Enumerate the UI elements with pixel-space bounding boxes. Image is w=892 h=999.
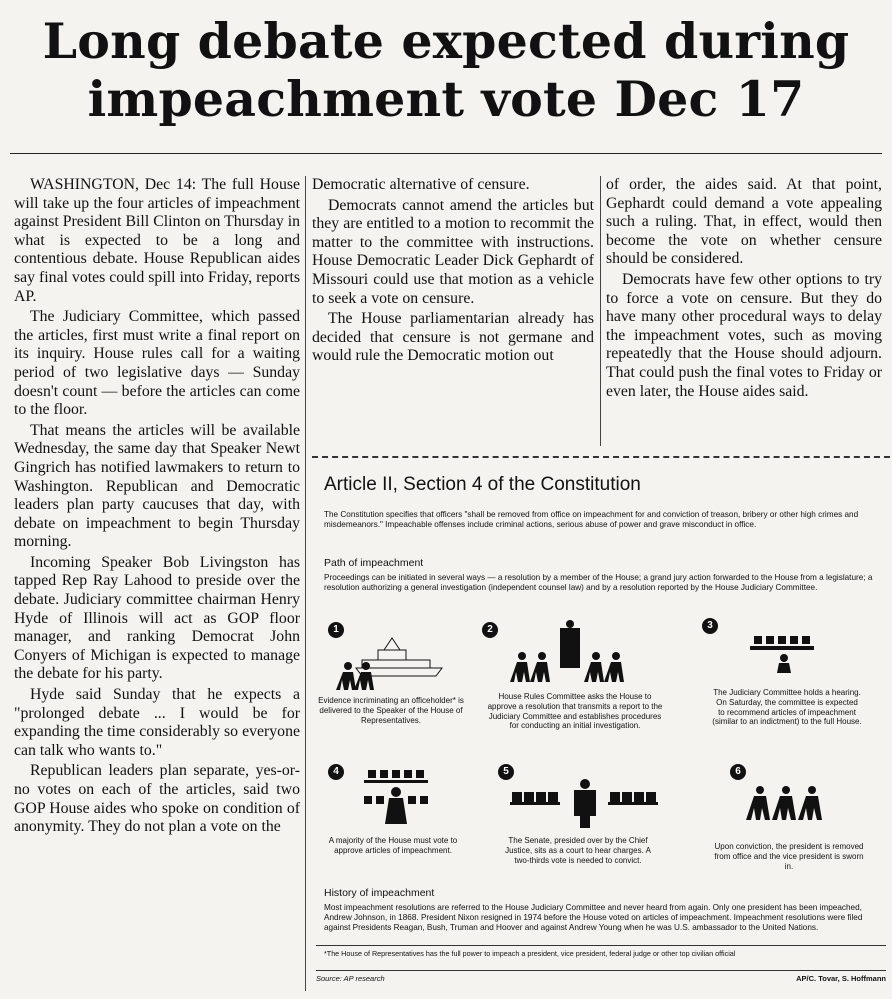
source: Source: AP research [316,974,385,983]
step-caption: The Senate, presided over by the Chief Justice, sits as a court to hear charges. A two-thirds vote is needed to convict. [505,836,651,865]
step-caption: Upon conviction, the president is removed from office and the vice president is sworn in. [714,842,864,871]
paragraph: Democrats cannot amend the articles but they are entitled to a motion to recommit the matter to the committee with instructions. House Democratic Leader Dick Gephardt of Missouri could use that motion as a vehicle to seek a vote on censure. [312,196,594,307]
step-caption: House Rules Committee asks the House to approve a resolution that transmits a report to the Judiciary Committee and establishes procedures for conducting an initial investigation. [487,692,663,731]
paragraph: Republican leaders plan separate, yes-or-no votes on each of the articles, said two GOP House aides who spoke on condition of anonymity. They do not plan a vote on the [14,762,300,836]
judiciary-committee-icon [750,630,830,680]
article-column-2 [312,176,594,368]
step-caption: Evidence incriminating an officeholder* is delivered to the Speaker of the House of Representatives. [318,696,464,725]
headline-line-1: Long debate expected during [42,12,850,70]
paragraph: of order, the aides said. At that point, Gephardt could demand a vote appealing such a ruling. That, in effect, would then become the vote on whether censure should be considered. [606,176,882,268]
step-number: 6 [730,764,746,780]
step-number: 2 [482,622,498,638]
step-number: 4 [328,764,344,780]
paragraph: The Judiciary Committee, which passed the articles, first must write a final report on its inquiry. House rules call for a waiting period of two legislative days — Sunday doesn't count — before the articles can come to the floor. [14,308,300,419]
paragraph: Democrats have few other options to try to force a vote on censure. But they do have many other procedural ways to delay the impeachment votes, such as moving repeatedly that the House should adjourn. That could push the final votes to Friday or even later, the House aides said. [606,270,882,400]
house-vote-icon [362,766,442,830]
step-caption: A majority of the House must vote to approve articles of impeachment. [328,836,458,855]
footnote-rule [316,945,886,946]
paragraph: Hyde said Sunday that he expects a "prolonged debate ... I would be for expanding the time considerably so everyone can talk who wants to." [14,686,300,759]
step-number: 5 [498,764,514,780]
senate-trial-icon [510,776,660,830]
paragraph: Incoming Speaker Bob Livingston has tapped Rep Ray Lahood to preside over the debate. Judiciary committee chairman Henry Hyde of Illinois will act as GOP floor manager, and ranking Democrat John Conyers of Michigan is expected to manage the debate for his party. [14,553,300,683]
credit: AP/C. Tovar, S. Hoffmann [796,974,886,983]
paragraph: The House parliamentarian already has decided that censure is not germane and would rule the Democratic motion out [312,310,594,365]
article-column-3 [606,176,882,403]
source-rule [316,970,886,971]
column-rule [600,176,601,446]
step-caption: The Judiciary Committee holds a hearing. On Saturday, the committee is expected to recommend articles of impeachment (similar to an indictment) to the full House. [712,688,862,727]
sworn-in-icon [750,786,830,826]
graphic-intro: The Constitution specifies that officers "shall be removed from office on impeachment for and conviction of treason, bribery or other high crimes and misdemeanors." Impeachable offenses include criminal actions, serious abuse of power and grave misconduct in office. [324,510,859,529]
footnote: *The House of Representatives has the full power to impeach a president, vice president, federal judge or other top civilian official [324,949,736,958]
path-intro: Proceedings can be initiated in several ways — a resolution by a member of the House; a grand jury action forwarded to the House from a legislature; a resolution authorizing a general investigation (independent counsel law) and by a resolution reported by the House Judiciary Committee. [324,573,873,592]
paragraph: That means the articles will be available Wednesday, the same day that Speaker Newt Gingrich has notified lawmakers to return to Washington. Republican and Democratic leaders plan party caucuses that day, with debate on impeachment to begin Thursday morning. [14,421,300,551]
impeachment-graphic [312,456,890,995]
step-number: 3 [702,618,718,634]
step-number: 1 [328,622,344,638]
headline-rule [10,153,882,154]
path-heading: Path of impeachment [324,557,424,569]
headline-line-2: impeachment vote Dec 17 [87,70,805,128]
paragraph: WASHINGTON, Dec 14: The full House will take up the four articles of impeachment against President Bill Clinton on Thursday in what is expected to be a long and contentious debate. House Republican aides say final votes could spill into Friday, reports AP. [14,176,300,305]
headline [0,12,892,128]
paragraph: Democratic alternative of censure. [312,176,530,193]
history-heading: History of impeachment [324,887,435,899]
history-text: Most impeachment resolutions are referred to the House Judiciary Committee and never heard from again. Only one president has been impeached, Andrew Johnson, in 1868. President Nixon resigned in 1974 before the House voted on articles of impeachment. Impeachment resolutions were filed against Presidents Reagan, Bush, Truman and Hoover and against Andrew Young when he was U.S. ambassador to the United Nations. [324,903,863,932]
rules-committee-icon [508,618,638,688]
capitol-and-people-icon [332,624,442,694]
column-rule [305,176,306,991]
article-column-1 [14,176,300,839]
graphic-title: Article II, Section 4 of the Constitution [324,474,641,495]
